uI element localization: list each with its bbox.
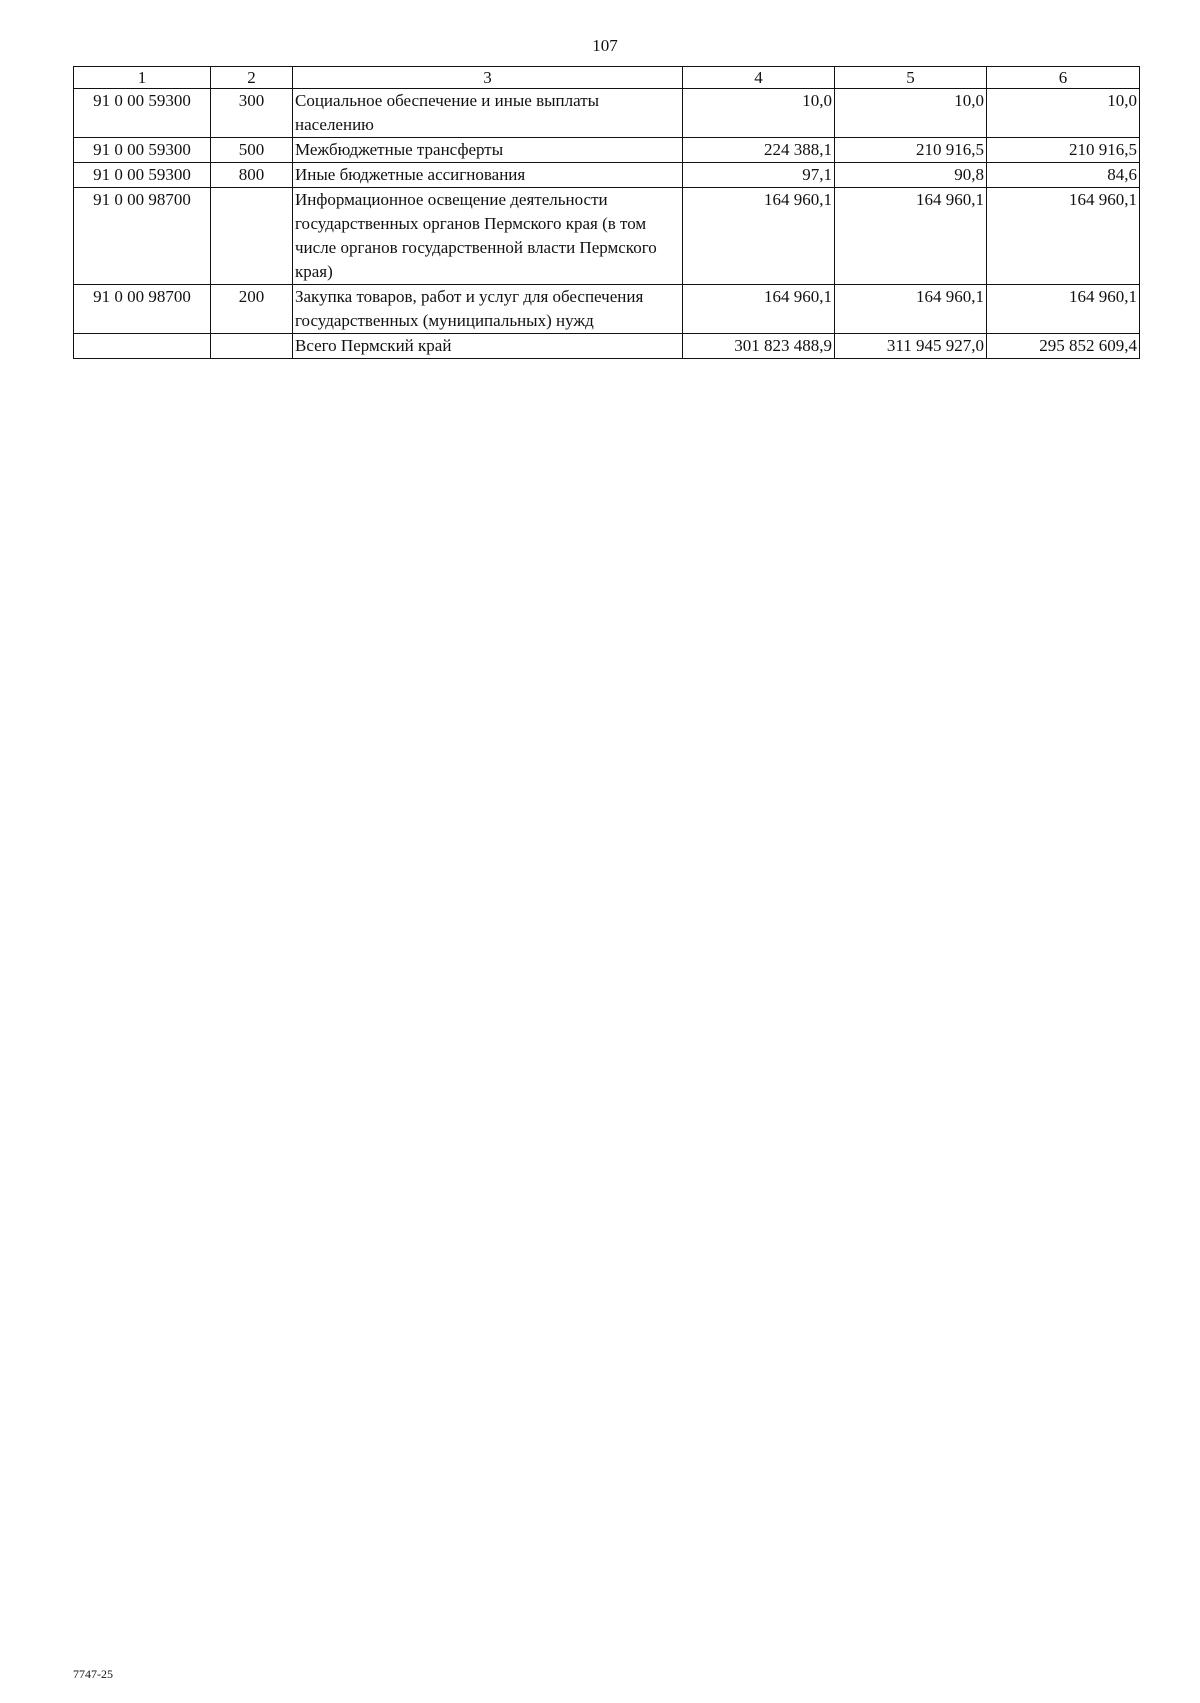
expense-kind-code — [211, 334, 293, 359]
table-row — [74, 138, 1140, 163]
document-code: 7747-25 — [73, 1667, 113, 1681]
amount-col-5: 10,0 — [835, 89, 987, 138]
amount-col-6: 10,0 — [987, 89, 1140, 138]
amount-col-5: 90,8 — [835, 163, 987, 188]
amount-col-6: 164 960,1 — [987, 285, 1140, 334]
item-name: Иные бюджетные ассигнования — [293, 163, 683, 188]
expense-kind-code: 800 — [211, 163, 293, 188]
amount-col-5: 164 960,1 — [835, 188, 987, 285]
amount-col-4: 164 960,1 — [683, 188, 835, 285]
item-name: Закупка товаров, работ и услуг для обеспечения государственных (муниципальных) нужд — [293, 285, 683, 334]
table-row — [74, 188, 1140, 285]
total-col-4: 301 823 488,9 — [683, 334, 835, 359]
expense-kind-code — [211, 188, 293, 285]
expense-kind-code: 200 — [211, 285, 293, 334]
budget-table — [73, 66, 1140, 359]
column-header: 1 — [74, 67, 211, 89]
target-article-code: 91 0 00 59300 — [74, 163, 211, 188]
amount-col-4: 10,0 — [683, 89, 835, 138]
amount-col-4: 224 388,1 — [683, 138, 835, 163]
target-article-code — [74, 334, 211, 359]
amount-col-5: 210 916,5 — [835, 138, 987, 163]
table-row — [74, 89, 1140, 138]
total-col-5: 311 945 927,0 — [835, 334, 987, 359]
target-article-code: 91 0 00 59300 — [74, 89, 211, 138]
table-row — [74, 163, 1140, 188]
amount-col-6: 164 960,1 — [987, 188, 1140, 285]
total-col-6: 295 852 609,4 — [987, 334, 1140, 359]
amount-col-4: 97,1 — [683, 163, 835, 188]
amount-col-4: 164 960,1 — [683, 285, 835, 334]
table-row — [74, 285, 1140, 334]
table-header-row — [74, 67, 1140, 89]
expense-kind-code: 500 — [211, 138, 293, 163]
column-header: 5 — [835, 67, 987, 89]
column-header: 4 — [683, 67, 835, 89]
amount-col-6: 210 916,5 — [987, 138, 1140, 163]
target-article-code: 91 0 00 98700 — [74, 285, 211, 334]
item-name: Информационное освещение деятельности государственных органов Пермского края (в том числе органов государственной власти Пермского края) — [293, 188, 683, 285]
item-name: Социальное обеспечение и иные выплаты населению — [293, 89, 683, 138]
total-label: Всего Пермский край — [293, 334, 683, 359]
column-header: 3 — [293, 67, 683, 89]
item-name: Межбюджетные трансферты — [293, 138, 683, 163]
amount-col-5: 164 960,1 — [835, 285, 987, 334]
amount-col-6: 84,6 — [987, 163, 1140, 188]
column-header: 6 — [987, 67, 1140, 89]
target-article-code: 91 0 00 59300 — [74, 138, 211, 163]
target-article-code: 91 0 00 98700 — [74, 188, 211, 285]
page-number: 107 — [592, 36, 618, 55]
table-total-row — [74, 334, 1140, 359]
expense-kind-code: 300 — [211, 89, 293, 138]
column-header: 2 — [211, 67, 293, 89]
